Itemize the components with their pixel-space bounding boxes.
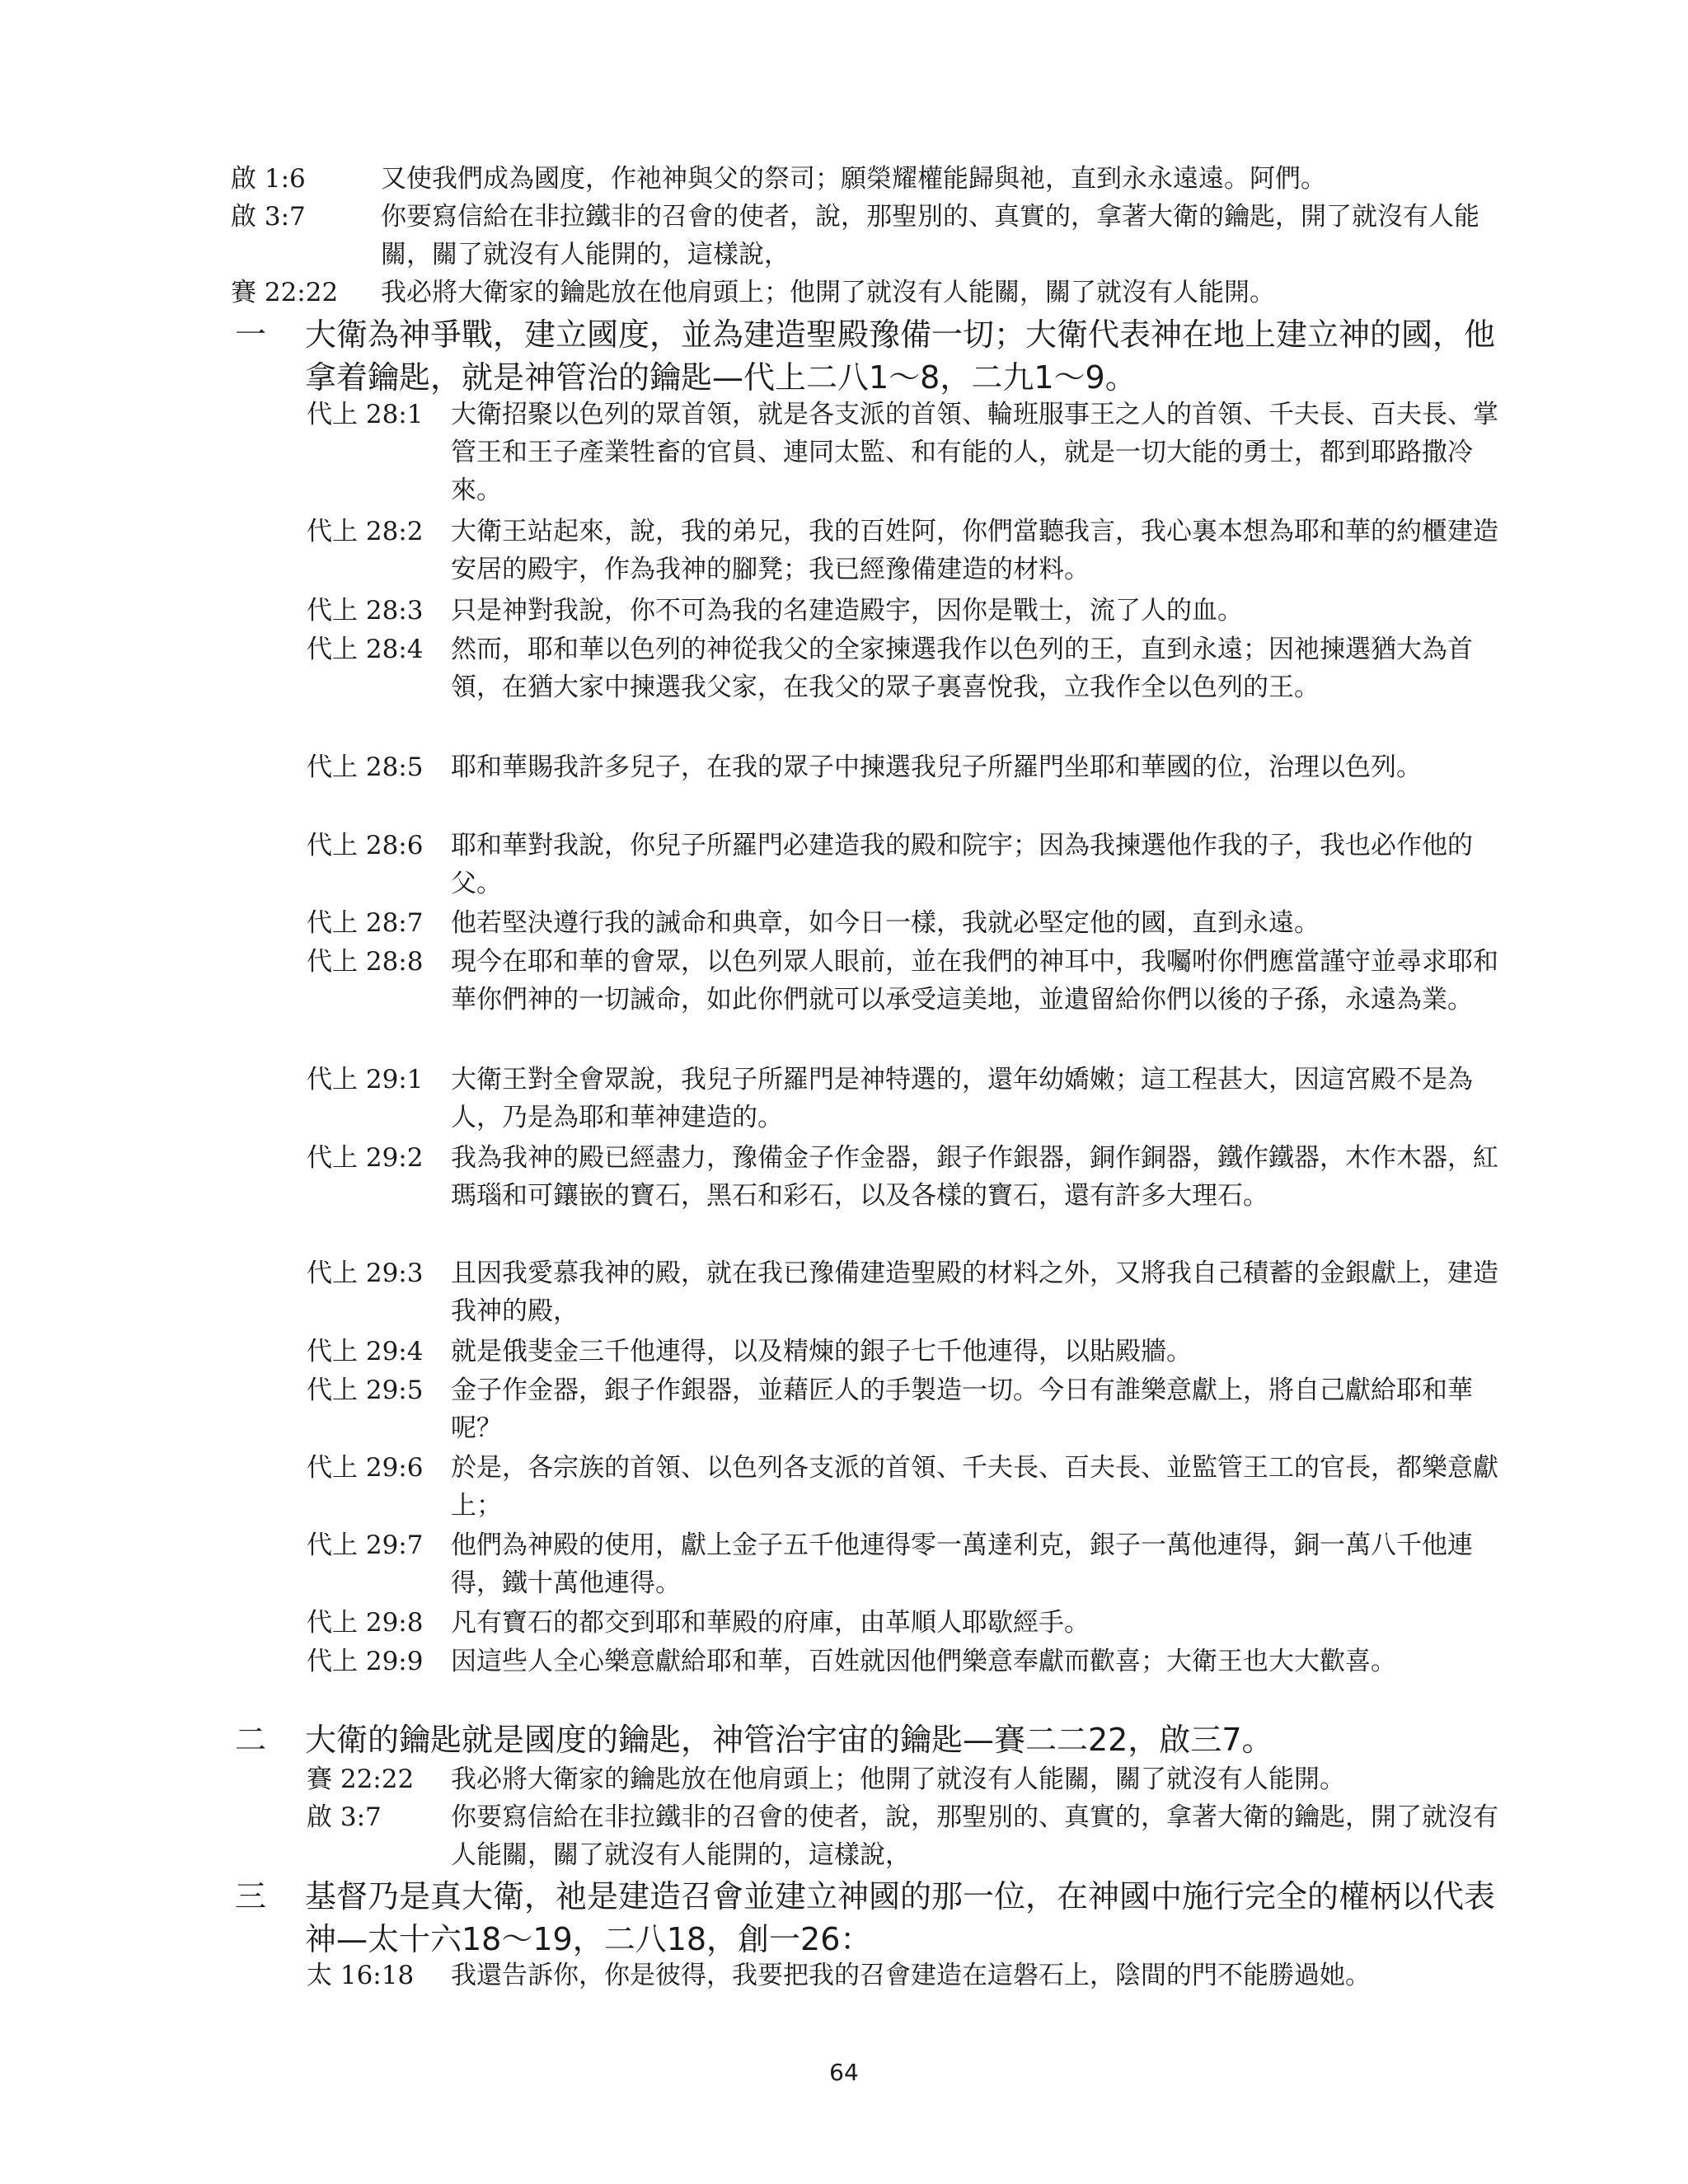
- verse-text: 只是神對我說，你不可為我的名建造殿宇，因你是戰士，流了人的血。: [451, 596, 1243, 626]
- verse-row: [307, 1061, 1506, 1137]
- verse-ref: 賽 22:22: [231, 278, 339, 307]
- verse-ref: 啟 3:7: [231, 202, 306, 232]
- verse-text: 因這些人全心樂意獻給耶和華，百姓就因他們樂意奉獻而歡喜；大衛王也大大歡喜。: [451, 1647, 1396, 1676]
- verse-ref: 代上 28:8: [307, 947, 424, 977]
- verse-text: 大衛招聚以色列的眾首領，就是各支派的首領、輪班服事王之人的首領、千夫長、百夫長、掌管王和王子產業牲畜的官員、連同太監、和有能的人，就是一切大能的勇士，都到耶路撒冷來。: [451, 400, 1498, 505]
- verse-row: [307, 1643, 1506, 1680]
- verse-ref: 啟 1:6: [231, 164, 306, 194]
- verse-row: [307, 1604, 1506, 1642]
- verse-text: 就是俄斐金三千他連得，以及精煉的銀子七千他連得，以貼殿牆。: [451, 1337, 1192, 1366]
- verse-ref: 賽 22:22: [307, 1765, 415, 1794]
- verse-row: [307, 1957, 1506, 1994]
- verse-text: 他若堅決遵行我的誡命和典章，如今日一樣，我就必堅定他的國，直到永遠。: [451, 908, 1320, 938]
- verse-text: 且因我愛慕我神的殿，就在我已豫備建造聖殿的材料之外，又將我自己積蓄的金銀獻上，建造我神的殿，: [451, 1258, 1498, 1326]
- outline-number: 三: [235, 1878, 267, 1915]
- verse-ref: 代上 29:8: [307, 1608, 424, 1638]
- outline-heading-2: [235, 1718, 1512, 1761]
- verse-row: [307, 1526, 1506, 1602]
- verse-ref: 代上 28:7: [307, 908, 424, 938]
- verse-row: [307, 943, 1506, 1019]
- verse-text: 大衛王站起來，說，我的弟兄，我的百姓阿，你們當聽我言，我心裏本想為耶和華的約櫃建造安居的殿宇，作為我神的腳凳；我已經豫備建造的材料。: [451, 517, 1498, 584]
- verse-ref: 代上 28:3: [307, 596, 424, 626]
- verse-ref: 代上 29:7: [307, 1530, 424, 1560]
- verse-text: 耶和華賜我許多兒子，在我的眾子中揀選我兒子所羅門坐耶和華國的位，治理以色列。: [451, 752, 1422, 782]
- outline-number: 一: [235, 316, 267, 353]
- outline-heading-text: 基督乃是真大衛，祂是建造召會並建立神國的那一位，在神國中施行完全的權柄以代表神—太十六18～19，二八18，創一26：: [305, 1878, 1496, 1957]
- verse-text: 他們為神殿的使用，獻上金子五千他連得零一萬達利克，銀子一萬他連得，銅一萬八千他連得，鐵十萬他連得。: [451, 1530, 1473, 1598]
- verse-top-3: [231, 274, 1504, 312]
- page-number: 64: [829, 2059, 859, 2086]
- verse-ref: 代上 29:3: [307, 1258, 424, 1288]
- verse-row: [307, 1254, 1506, 1330]
- verse-row: [307, 592, 1506, 630]
- verse-ref: 啟 3:7: [307, 1802, 382, 1832]
- outline-heading-3: [235, 1875, 1512, 1961]
- verse-row: [307, 1371, 1506, 1447]
- outline-number: 二: [235, 1722, 267, 1758]
- verse-row: [307, 1139, 1506, 1215]
- verse-ref: 代上 28:5: [307, 752, 424, 782]
- verse-row: [307, 827, 1506, 902]
- verse-ref: 代上 29:2: [307, 1143, 424, 1173]
- verse-ref: 代上 29:4: [307, 1337, 424, 1366]
- verse-text: 於是，各宗族的首領、以色列各支派的首領、千夫長、百夫長、並監管王工的官長，都樂意獻上；: [451, 1453, 1498, 1521]
- verse-row: [307, 1333, 1506, 1371]
- verse-row: [307, 1449, 1506, 1525]
- verse-row: [307, 630, 1506, 706]
- verse-ref: 代上 28:1: [307, 400, 424, 429]
- outline-heading-text: 大衛的鑰匙就是國度的鑰匙，神管治宇宙的鑰匙—賽二二22，啟三7。: [305, 1722, 1273, 1758]
- verse-text: 我為我神的殿已經盡力，豫備金子作金器，銀子作銀器，銅作銅器，鐵作鐵器，木作木器，紅瑪瑙和可鑲嵌的寶石，黑石和彩石，以及各樣的寶石，還有許多大理石。: [451, 1143, 1498, 1211]
- verse-text: 我必將大衛家的鑰匙放在他肩頭上；他開了就沒有人能關，關了就沒有人能開。: [381, 278, 1275, 307]
- verse-text: 金子作金器，銀子作銀器，並藉匠人的手製造一切。今日有誰樂意獻上，將自己獻給耶和華呢？: [451, 1376, 1473, 1443]
- verse-text: 凡有寶石的都交到耶和華殿的府庫，由革順人耶歇經手。: [451, 1608, 1090, 1638]
- verse-text: 你要寫信給在非拉鐵非的召會的使者，說，那聖別的、真實的，拿著大衛的鑰匙，開了就沒有人能關，關了就沒有人能開的，這樣說，: [451, 1802, 1498, 1870]
- verse-ref: 代上 29:9: [307, 1647, 424, 1676]
- verse-ref: 太 16:18: [307, 1961, 415, 1990]
- verse-text: 大衛王對全會眾說，我兒子所羅門是神特選的，還年幼嬌嫩；這工程甚大，因這宮殿不是為人，乃是為耶和華神建造的。: [451, 1065, 1473, 1132]
- verse-row: [307, 513, 1506, 588]
- verse-row: [307, 904, 1506, 942]
- outline-heading-text: 大衛為神爭戰，建立國度，並為建造聖殿豫備一切；大衛代表神在地上建立神的國，他拿着鑰匙，就是神管治的鑰匙—代上二八1～8，二九1～9。: [305, 316, 1496, 396]
- outline-heading-1: [235, 313, 1512, 399]
- verse-row: [307, 1798, 1506, 1874]
- verse-ref: 代上 28:4: [307, 635, 424, 664]
- verse-ref: 代上 28:6: [307, 831, 424, 860]
- verse-top-1: [231, 160, 1504, 198]
- verse-text: 你要寫信給在非拉鐵非的召會的使者，說，那聖別的、真實的，拿著大衛的鑰匙，開了就沒有人能關，關了就沒有人能開的，這樣說，: [381, 202, 1479, 269]
- verse-text: 現今在耶和華的會眾，以色列眾人眼前，並在我們的神耳中，我囑咐你們應當謹守並尋求耶和華你們神的一切誡命，如此你們就可以承受這美地，並遺留給你們以後的子孫，永遠為業。: [451, 947, 1498, 1015]
- verse-text: 耶和華對我說，你兒子所羅門必建造我的殿和院宇；因為我揀選他作我的子，我也必作他的父。: [451, 831, 1473, 898]
- verse-ref: 代上 28:2: [307, 517, 424, 546]
- verse-text: 然而，耶和華以色列的神從我父的全家揀選我作以色列的王，直到永遠；因祂揀選猶大為首領，在猶大家中揀選我父家，在我父的眾子裏喜悅我，立我作全以色列的王。: [451, 635, 1473, 702]
- verse-top-2: [231, 198, 1504, 274]
- verse-row: [307, 396, 1506, 509]
- verse-text: 我必將大衛家的鑰匙放在他肩頭上；他開了就沒有人能關，關了就沒有人能開。: [451, 1765, 1345, 1794]
- verse-text: 又使我們成為國度，作祂神與父的祭司；願榮耀權能歸與祂，直到永永遠遠。阿們。: [381, 164, 1326, 194]
- verse-ref: 代上 29:6: [307, 1453, 424, 1483]
- verse-row: [307, 748, 1506, 786]
- verse-text: 我還告訴你，你是彼得，我要把我的召會建造在這磐石上，陰間的門不能勝過她。: [451, 1961, 1371, 1990]
- verse-row: [307, 1760, 1506, 1798]
- verse-ref: 代上 29:5: [307, 1376, 424, 1405]
- verse-ref: 代上 29:1: [307, 1065, 424, 1094]
